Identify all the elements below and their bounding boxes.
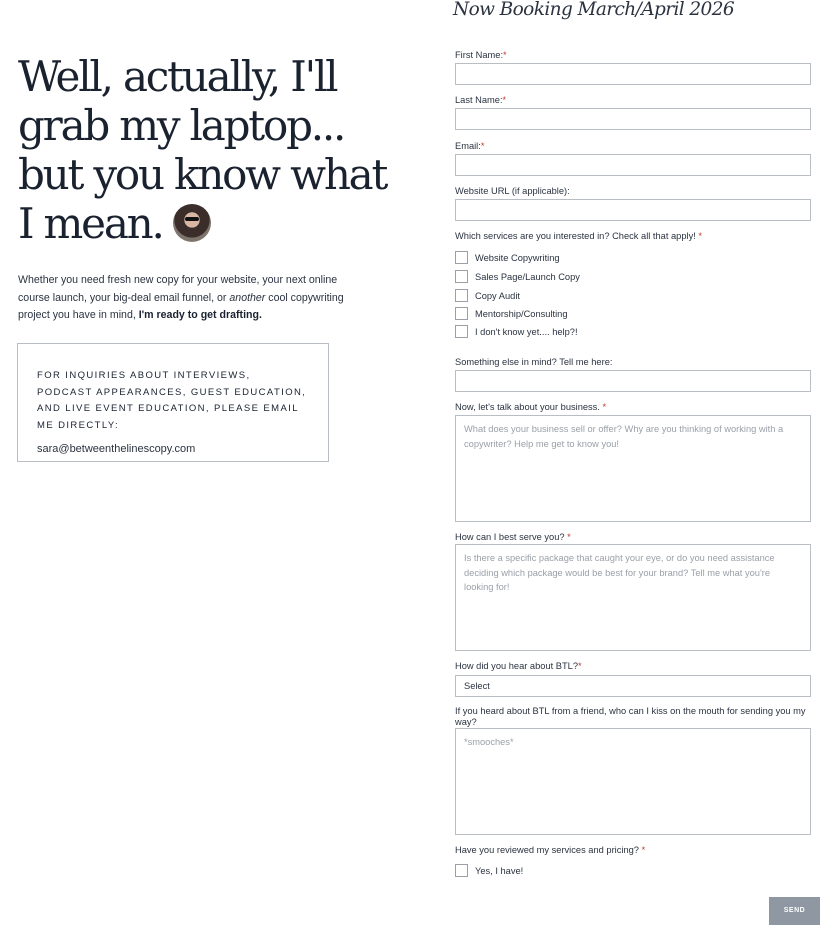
business-label-text: Now, let's talk about your business. [455, 402, 600, 412]
intro-paragraph [18, 272, 348, 325]
checkbox[interactable] [455, 325, 468, 338]
hero-line-4-text: I mean. [18, 199, 163, 248]
reviewed-option[interactable] [455, 864, 523, 877]
else-input[interactable] [455, 370, 811, 392]
first-name-label-text: First Name: [455, 50, 504, 60]
serve-label [455, 532, 571, 542]
services-label-text: Which services are you interested in? Check all that apply! [455, 231, 696, 241]
business-textarea[interactable]: What does your business sell or offer? Why are you thinking of working with a copywriter? Help me get to know you! [455, 415, 811, 522]
service-option-label: Copy Audit [475, 290, 520, 301]
checkbox[interactable] [455, 289, 468, 302]
service-option-dont-know[interactable] [455, 325, 578, 338]
serve-textarea[interactable]: Is there a specific package that caught your eye, or do you need assistance deciding which package would be best for your brand? Tell me what you're looking for! [455, 544, 811, 651]
hero-line-4 [18, 199, 378, 248]
email-input[interactable] [455, 154, 811, 176]
required-mark: * [602, 402, 607, 412]
inquiry-text: FOR INQUIRIES ABOUT INTERVIEWS, PODCAST APPEARANCES, GUEST EDUCATION, AND LIVE EVENT EDUCATION, PLEASE EMAIL ME DIRECTLY: [37, 370, 307, 431]
checkbox[interactable] [455, 251, 468, 264]
booking-title: Now Booking March/April 2026 [453, 0, 735, 20]
reviewed-label [455, 845, 645, 855]
hear-label-text: How did you hear about BTL? [455, 661, 579, 671]
hear-select[interactable]: Select [455, 675, 811, 697]
first-name-input[interactable] [455, 63, 811, 85]
friend-textarea[interactable]: *smooches* [455, 728, 811, 835]
service-option-copy-audit[interactable] [455, 289, 520, 302]
required-mark: * [641, 845, 646, 855]
business-label [455, 402, 606, 412]
last-name-label [455, 95, 506, 105]
reviewed-option-label: Yes, I have! [475, 865, 524, 876]
service-option-sales-page[interactable] [455, 270, 580, 283]
website-label: Website URL (if applicable): [455, 186, 570, 196]
avatar [173, 204, 211, 242]
email-label [455, 141, 484, 151]
hero-line-3: but you know what [18, 150, 387, 199]
serve-label-text: How can I best serve you? [455, 532, 565, 542]
service-option-website-copywriting[interactable] [455, 251, 560, 264]
inquiry-email: sara@betweenthelinescopy.com [37, 443, 196, 455]
required-mark: * [698, 231, 703, 241]
required-mark: * [502, 95, 507, 105]
checkbox[interactable] [455, 307, 468, 320]
hero-line-2: grab my laptop... [18, 101, 345, 150]
intro-bold: I'm ready to get drafting. [138, 309, 262, 321]
service-option-label: I don't know yet.... help?! [475, 326, 578, 337]
hero-heading [18, 52, 387, 248]
hear-label [455, 661, 582, 671]
service-option-mentorship[interactable] [455, 307, 568, 320]
service-option-label: Website Copywriting [475, 252, 560, 263]
service-option-label: Mentorship/Consulting [475, 308, 568, 319]
service-option-label: Sales Page/Launch Copy [475, 271, 580, 282]
services-label [455, 231, 702, 241]
checkbox[interactable] [455, 864, 468, 877]
intro-emphasis: another [229, 291, 266, 304]
intro-text-2: cool copywriting project you have in mind, [18, 291, 344, 321]
intro-text-1: Whether you need fresh new copy for your website, your next online course launch, your big-deal email funnel, or [18, 274, 338, 304]
website-input[interactable] [455, 199, 811, 221]
last-name-label-text: Last Name: [455, 95, 503, 105]
required-mark: * [578, 661, 582, 671]
inquiry-box [17, 343, 329, 462]
else-label: Something else in mind? Tell me here: [455, 357, 613, 367]
required-mark: * [567, 532, 571, 542]
email-label-text: Email: [455, 141, 481, 151]
checkbox[interactable] [455, 270, 468, 283]
send-button[interactable]: SEND [769, 897, 820, 925]
reviewed-label-text: Have you reviewed my services and pricing? [455, 845, 639, 855]
hero-line-1: Well, actually, I'll [18, 52, 337, 101]
friend-label: If you heard about BTL from a friend, who can I kiss on the mouth for sending you my way? [455, 706, 806, 727]
required-mark: * [503, 50, 507, 60]
required-mark: * [480, 141, 485, 151]
last-name-input[interactable] [455, 108, 811, 130]
first-name-label [455, 50, 507, 60]
